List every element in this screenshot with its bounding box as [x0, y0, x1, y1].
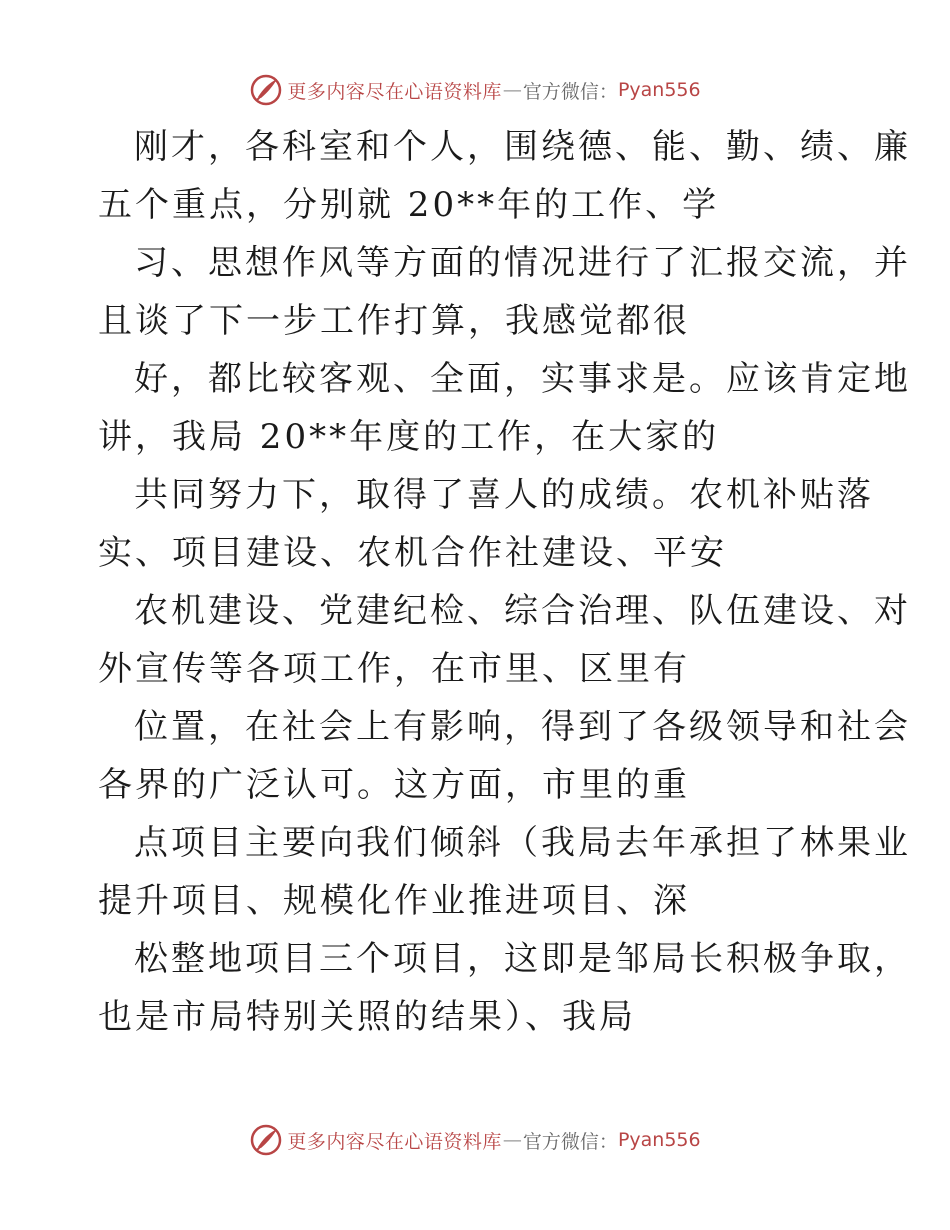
footer-banner [0, 1120, 950, 1160]
body-line: 五个重点，分别就 20**年的工作、学 [98, 185, 720, 225]
wechat-id: Pyan556 [617, 1129, 701, 1151]
body-line: 各界的广泛认可。这方面，市里的重 [98, 765, 690, 805]
body-line: 也是市局特别关照的结果）、我局 [98, 997, 636, 1037]
banner-dash: — [502, 79, 522, 101]
body-line: 讲，我局 20**年度的工作，在大家的 [98, 417, 720, 457]
wechat-id: Pyan556 [617, 79, 701, 101]
banner-dash: — [502, 1129, 522, 1151]
body-line: 且谈了下一步工作打算，我感觉都很 [98, 301, 690, 341]
wechat-label: 官方微信： [522, 1130, 618, 1153]
body-line: 刚才，各科室和个人，围绕德、能、勤、绩、廉 [134, 127, 911, 167]
body-line: 松整地项目三个项目，这即是邹局长积极争取， [134, 939, 911, 979]
body-line: 外宣传等各项工作，在市里、区里有 [98, 649, 690, 689]
header-banner [0, 70, 950, 110]
body-line: 共同努力下，取得了喜人的成绩。农机补贴落 [134, 475, 874, 515]
body-line: 好，都比较客观、全面，实事求是。应该肯定地 [134, 359, 911, 399]
quill-logo-icon [249, 73, 283, 107]
body-line: 位置，在社会上有影响，得到了各级领导和社会 [134, 707, 911, 747]
body-line: 实、项目建设、农机合作社建设、平安 [98, 533, 727, 573]
banner-text: 更多内容尽在心语资料库 [287, 80, 502, 103]
body-line: 习、思想作风等方面的情况进行了汇报交流，并 [134, 243, 911, 283]
body-line: 提升项目、规模化作业推进项目、深 [98, 881, 690, 921]
document-body [98, 118, 911, 1046]
quill-logo-icon [249, 1123, 283, 1157]
body-line: 农机建设、党建纪检、综合治理、队伍建设、对 [134, 591, 911, 631]
body-line: 点项目主要向我们倾斜（我局去年承担了林果业 [134, 823, 911, 863]
wechat-label: 官方微信： [522, 80, 618, 103]
banner-text: 更多内容尽在心语资料库 [287, 1130, 502, 1153]
